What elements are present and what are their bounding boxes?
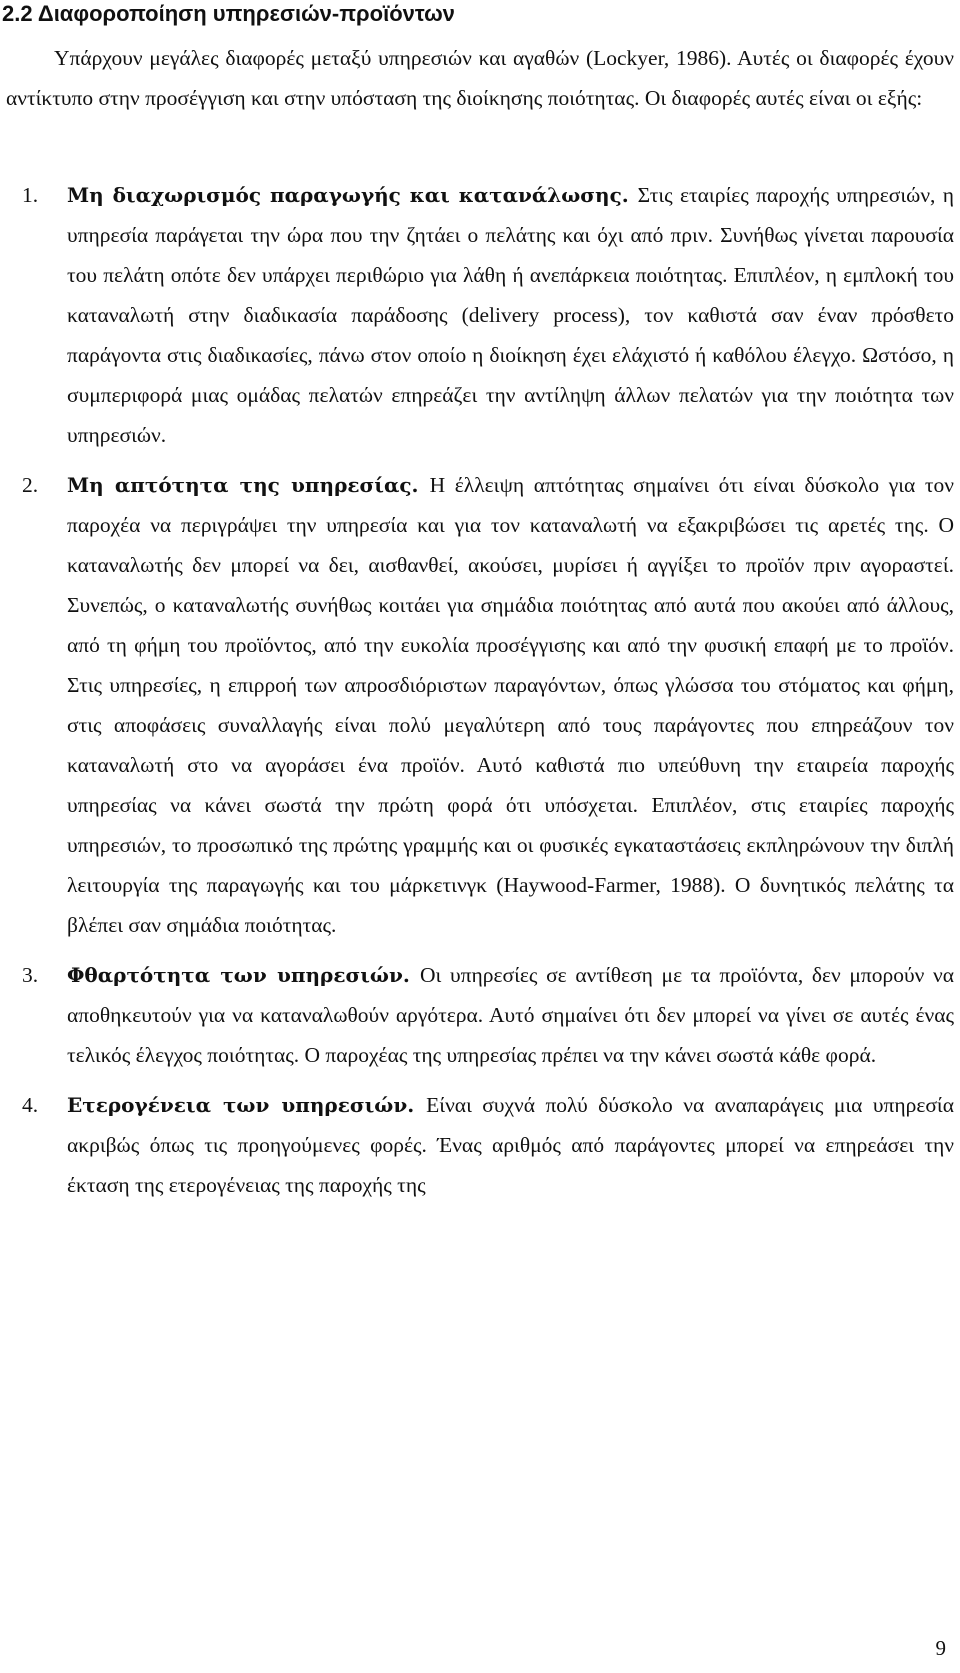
list-item-3 <box>6 955 954 1075</box>
item-number: 3. <box>22 963 39 987</box>
item-body: Είναι συχνά πολύ δύσκολο να αναπαράγεις μια υπηρεσία ακριβώς όπως τις προηγούμενες φορές. Ένας αριθμός από παράγοντες μπορεί να επηρεάσει την έκταση της ετερογένειας της παροχής της <box>67 1093 954 1197</box>
item-title: Ετερογένεια των υπηρεσιών. <box>67 1093 427 1117</box>
section-heading: 2.2 Διαφοροποίηση υπηρεσιών-προϊόντων <box>2 1 455 26</box>
list-item-1 <box>6 175 954 455</box>
differences-list <box>6 175 954 1205</box>
item-number: 4. <box>22 1093 39 1117</box>
item-title: Μη διαχωρισμός παραγωγής και κατανάλωσης. <box>67 183 638 207</box>
item-title: Μη απτότητα της υπηρεσίας. <box>67 473 430 497</box>
item-number: 2. <box>22 473 39 497</box>
intro-paragraph: Υπάρχουν μεγάλες διαφορές μεταξύ υπηρεσιών και αγαθών (Lockyer, 1986). Αυτές οι διαφορές έχουν αντίκτυπο στην προσέγγιση και στην υπόσταση της διοίκησης ποιότητας. Οι διαφορές αυτές είναι οι εξής: <box>6 46 954 110</box>
item-body: Η έλλειψη απτότητας σημαίνει ότι είναι δύσκολο για τον παροχέα να περιγράψει την υπηρεσία και για τον καταναλωτή να εξακριβώσει τις αρετές της. Ο καταναλωτής δεν μπορεί να δει, αισθανθεί, ακούσει, μυρίσει ή αγγίξει το προϊόν πριν αγοραστεί. Συνεπώς, ο καταναλωτής συνήθως κοιτάει για σημάδια ποιότητας από αυτά που ακούει από άλλους, από τη φήμη του προϊόντος, από την ευκολία προσέγγισης και από την φυσική επαφή με το προϊόν. Στις υπηρεσίες, η επιρροή των απροσδιόριστων παραγόντων, όπως γλώσσα του στόματος και φήμη, στις αποφάσεις συναλλαγής είναι πολύ μεγαλύτερη από τους παράγοντες που επηρεάζουν τον καταναλωτή στο να αγοράσει ένα προϊόν. Αυτό καθιστά πιο υπεύθυνη την εταιρεία παροχής υπηρεσίας να κάνει σωστά την πρώτη φορά ότι υπόσχεται. Επιπλέον, στις εταιρίες παροχής υπηρεσιών, το προσωπικό της πρώτης γραμμής και οι φυσικές εγκαταστάσεις εκπληρώνουν την διπλή λειτουργία της παραγωγής και του μάρκετινγκ (Haywood-Farmer, 1988). Ο δυνητικός πελάτης τα βλέπει σαν σημάδια ποιότητας. <box>67 473 954 937</box>
page-number: 9 <box>935 1636 946 1660</box>
item-body: Οι υπηρεσίες σε αντίθεση με τα προϊόντα, δεν μπορούν να αποθηκευτούν για να καταναλωθούν αργότερα. Αυτό σημαίνει ότι δεν μπορεί να γίνει σε αυτές ένας τελικός έλεγχος ποιότητας. Ο παροχέας της υπηρεσίας πρέπει να την κάνει σωστά κάθε φορά. <box>67 963 955 1067</box>
list-item-2 <box>6 465 954 945</box>
item-title: Φθαρτότητα των υπηρεσιών. <box>67 963 421 987</box>
item-number: 1. <box>22 183 39 207</box>
item-body: Στις εταιρίες παροχής υπηρεσιών, η υπηρεσία παράγεται την ώρα που την ζητάει ο πελάτης και όχι από πριν. Συνήθως γίνεται παρουσία του πελάτη οπότε δεν υπάρχει περιθώριο για λάθη ή ανεπάρκεια ποιότητας. Επιπλέον, η εμπλοκή του καταναλωτή στην διαδικασία παράδοσης (delivery process), τον καθιστά σαν έναν πρόσθετο παράγοντα στις διαδικασίες, πάνω στον οποίο η διοίκηση έχει ελάχιστό ή καθόλου έλεγχο. Ωστόσο, η συμπεριφορά μιας ομάδας πελατών επηρεάζει την αντίληψη άλλων πελατών για την ποιότητα των υπηρεσιών. <box>67 183 954 447</box>
list-item-4 <box>6 1085 954 1205</box>
